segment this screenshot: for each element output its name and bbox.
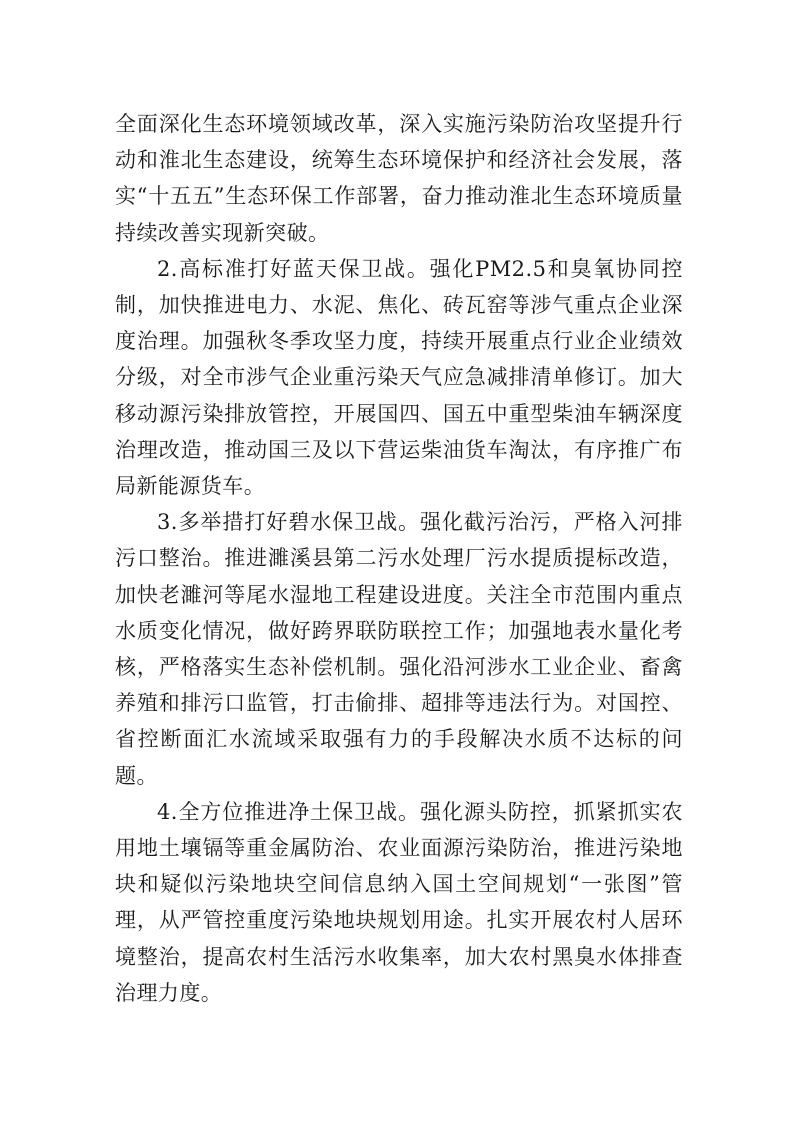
paragraph-clean-soil: 4.全方位推进净土保卫战。强化源头防控，抓紧抓实农用地土壤镉等重金属防治、农业面源污染防治，推进污染地块和疑似污染地块空间信息纳入国土空间规划“一张图”管理，从严管控重度污染地块规划用途。扎实开展农村人居环境整治，提高农村生活污水收集率，加大农村黑臭水体排查治理力度。 [115,799,683,1005]
paragraph-blue-sky: 2.高标准打好蓝天保卫战。强化PM2.5和臭氧协同控制，加快推进电力、水泥、焦化、砖瓦窑等涉气重点企业深度治理。加强秋冬季攻坚力度，持续开展重点行业企业绩效分级，对全市涉气企业重污染天气应急减排清单修订。加大移动源污染排放管控，开展国四、国五中重型柴油车辆深度治理改造，推动国三及以下营运柴油货车淘汰，有序推广布局新能源货车。 [115,256,683,499]
document-body [115,106,683,1011]
paragraph-intro: 全面深化生态环境领域改革，深入实施污染防治攻坚提升行动和淮北生态建设，统筹生态环境保护和经济社会发展，落实“十五五”生态环保工作部署，奋力推动淮北生态环境质量持续改善实现新突破。 [115,112,683,245]
paragraph-clear-water: 3.多举措打好碧水保卫战。强化截污治污，严格入河排污口整治。推进濉溪县第二污水处理厂污水提质提标改造，加快老濉河等尾水湿地工程建设进度。关注全市范围内重点水质变化情况，做好跨界联防联控工作；加强地表水量化考核，严格落实生态补偿机制。强化沿河涉水工业企业、畜禽养殖和排污口监管，打击偷排、超排等违法行为。对国控、省控断面汇水流域采取强有力的手段解决水质不达标的问题。 [115,510,683,788]
